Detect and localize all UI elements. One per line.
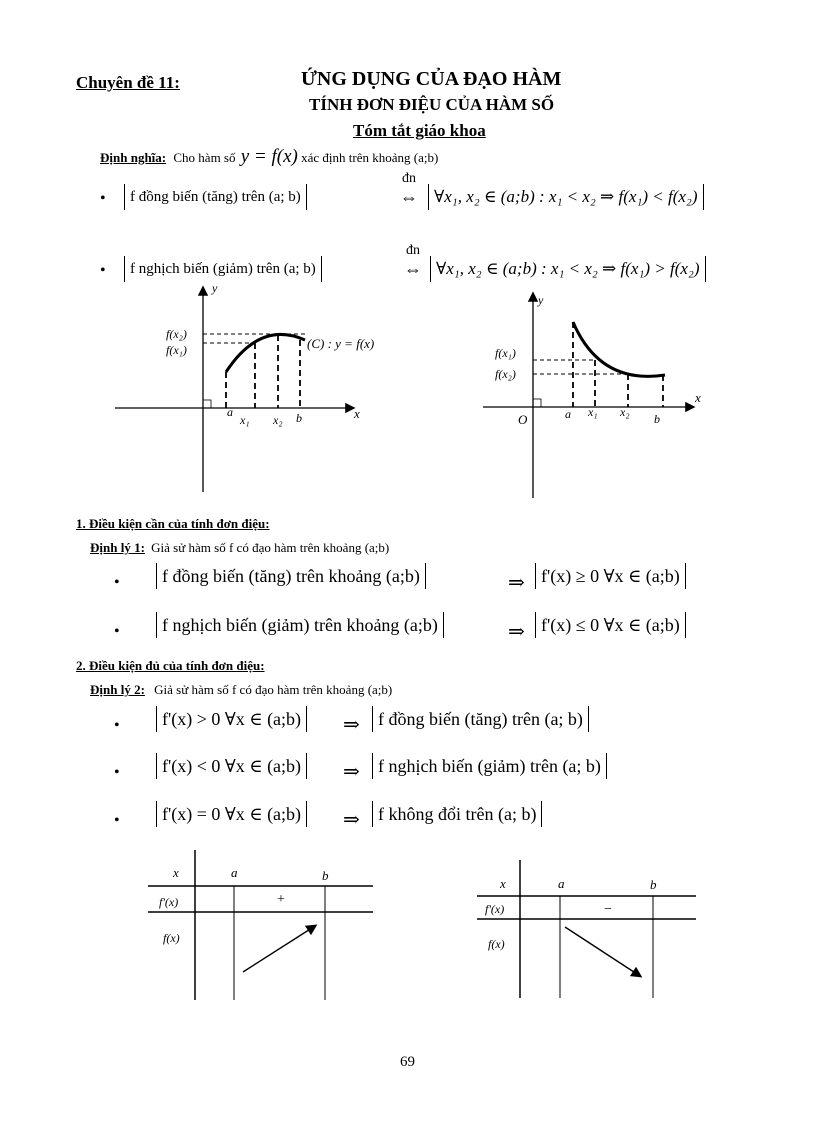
- tick-x1: x₁: [588, 405, 598, 419]
- table-a-label: a: [231, 865, 238, 880]
- bullet: •: [100, 262, 106, 279]
- section1-item-2-right: [535, 612, 686, 638]
- definition-label: Định nghĩa:: [100, 150, 167, 165]
- y-label: y: [538, 293, 544, 307]
- section2-right-2: f nghịch biến (giảm) trên (a; b): [372, 753, 607, 779]
- tick-a: a: [565, 407, 571, 421]
- table-sign: +: [277, 892, 285, 907]
- topic-label: Chuyên đề 11:: [76, 73, 180, 92]
- section2-arrow-1: ⇒: [343, 714, 360, 736]
- definition-left-2: f nghịch biến (giảm) trên (a; b): [124, 256, 322, 282]
- section2-item-3: [156, 801, 307, 827]
- bullet: •: [114, 623, 120, 640]
- fx1-label: f(x₁): [495, 346, 516, 360]
- definition-item-1-right: [428, 184, 704, 210]
- table-b-label: b: [322, 868, 329, 883]
- definition-right-2: ∀x₁, x₂ ∈ (a;b) : x₁ < x₂ ⇒ f(x₁) > f(x₂): [430, 256, 706, 282]
- definition-left-1: f đồng biến (tăng) trên (a; b): [124, 184, 307, 210]
- table-f-label: f(x): [488, 937, 505, 951]
- section1-arrow-2: ⇒: [508, 621, 525, 643]
- tick-a: a: [227, 405, 233, 419]
- fx2-label: f(x₂): [495, 367, 516, 381]
- tick-b: b: [654, 412, 660, 426]
- decrease-arrow: [565, 927, 640, 976]
- definition-symbol-top-1: đn: [402, 171, 416, 186]
- definition-text-before: Cho hàm số: [173, 150, 236, 165]
- definition-item-2-right: [430, 256, 706, 282]
- section1-right-2: f'(x) ≤ 0 ∀x ∈ (a;b): [535, 612, 686, 638]
- table-a-label: a: [558, 876, 565, 891]
- section2-right-3: f không đổi trên (a; b): [372, 801, 542, 827]
- theorem1-text: Giả sử hàm số f có đạo hàm trên khoảng (a;b): [151, 540, 390, 555]
- theorem2-text: Giả sử hàm số f có đạo hàm trên khoảng (a;b): [154, 682, 393, 697]
- graph-decreasing: [480, 290, 710, 502]
- section1-heading: 1. Điều kiện cần của tính đơn điệu:: [76, 516, 270, 531]
- right-angle-mark: [203, 400, 211, 408]
- section2-arrow-2: ⇒: [343, 761, 360, 783]
- tick-b: b: [296, 411, 302, 425]
- section1-item-1: [156, 563, 426, 589]
- right-angle-mark: [533, 399, 541, 407]
- tick-x2: x₂: [620, 405, 630, 419]
- definition-item-2: [124, 256, 322, 282]
- section2-left-2: f'(x) < 0 ∀x ∈ (a;b): [156, 753, 307, 779]
- section2-left-3: f'(x) = 0 ∀x ∈ (a;b): [156, 801, 307, 827]
- definition-line: [100, 146, 438, 168]
- section1-left-1: f đồng biến (tăng) trên khoảng (a;b): [156, 563, 426, 589]
- section2-heading: 2. Điều kiện đủ của tính đơn điệu:: [76, 658, 265, 673]
- tick-x2: x₂: [273, 413, 283, 427]
- table-fprime-label: f'(x): [485, 902, 505, 916]
- table-x-label: x: [500, 876, 506, 891]
- definition-text-after: xác định trên khoảng (a;b): [301, 150, 439, 165]
- section1-arrow-1: ⇒: [508, 572, 525, 594]
- definition-symbol-1: [396, 172, 422, 208]
- page-number: 69: [400, 1054, 415, 1070]
- theorem1-label: Định lý 1:: [90, 540, 145, 555]
- section2-left-1: f'(x) > 0 ∀x ∈ (a;b): [156, 706, 307, 732]
- curve: [226, 334, 305, 372]
- section2-item-2: [156, 753, 307, 779]
- section1-item-2: [156, 612, 444, 638]
- bullet: •: [114, 717, 120, 734]
- increase-arrow: [243, 926, 315, 972]
- page-title: ỨNG DỤNG CỦA ĐẠO HÀM: [301, 68, 562, 90]
- page-subtitle: TÍNH ĐƠN ĐIỆU CỦA HÀM SỐ: [309, 95, 555, 114]
- x-label: x: [354, 406, 360, 421]
- bullet: •: [114, 812, 120, 829]
- y-label: y: [212, 282, 218, 295]
- section1-right-1: f'(x) ≥ 0 ∀x ∈ (a;b): [535, 563, 686, 589]
- definition-symbol-1-arrow: ⇔: [400, 187, 418, 207]
- x-label: x: [695, 390, 701, 405]
- fx1-label: f(x₁): [166, 343, 187, 357]
- section2-item-2-right: [372, 753, 607, 779]
- section2-item-3-right: [372, 801, 542, 827]
- bullet: •: [100, 190, 106, 207]
- variation-table-decreasing: [474, 860, 704, 1000]
- origin-label: O: [518, 412, 528, 427]
- section2-theorem: [90, 682, 392, 698]
- tick-x1: x₁: [240, 413, 250, 427]
- section1-item-1-right: [535, 563, 686, 589]
- definition-symbol-top-2: đn: [406, 243, 420, 258]
- definition-right-1: ∀x₁, x₂ ∈ (a;b) : x₁ < x₂ ⇒ f(x₁) < f(x₂): [428, 184, 704, 210]
- section2-right-1: f đồng biến (tăng) trên (a; b): [372, 706, 589, 732]
- section2-item-1-right: [372, 706, 589, 732]
- graph-increasing: [110, 282, 410, 502]
- fx2-label: f(x₂): [166, 327, 187, 341]
- bullet: •: [114, 764, 120, 781]
- section1-theorem: [90, 540, 389, 556]
- theorem2-label: Định lý 2:: [90, 682, 145, 697]
- summary-heading: Tóm tắt giáo khoa: [353, 121, 486, 140]
- variation-table-increasing: [145, 850, 375, 1000]
- section2-item-1: [156, 706, 307, 732]
- table-f-label: f(x): [163, 931, 180, 945]
- table-x-label: x: [173, 865, 179, 880]
- definition-formula: y = f(x): [240, 146, 298, 167]
- table-fprime-label: f'(x): [159, 895, 179, 909]
- table-sign: −: [604, 902, 612, 917]
- section1-left-2: f nghịch biến (giảm) trên khoảng (a;b): [156, 612, 444, 638]
- section2-arrow-3: ⇒: [343, 809, 360, 831]
- definition-item-1: [124, 184, 307, 210]
- bullet: •: [114, 574, 120, 591]
- table-b-label: b: [650, 877, 657, 892]
- definition-symbol-2-arrow: ⇔: [404, 259, 422, 279]
- curve-label: (C) : y = f(x): [307, 336, 375, 351]
- definition-symbol-2: [400, 244, 426, 280]
- curve: [573, 322, 665, 376]
